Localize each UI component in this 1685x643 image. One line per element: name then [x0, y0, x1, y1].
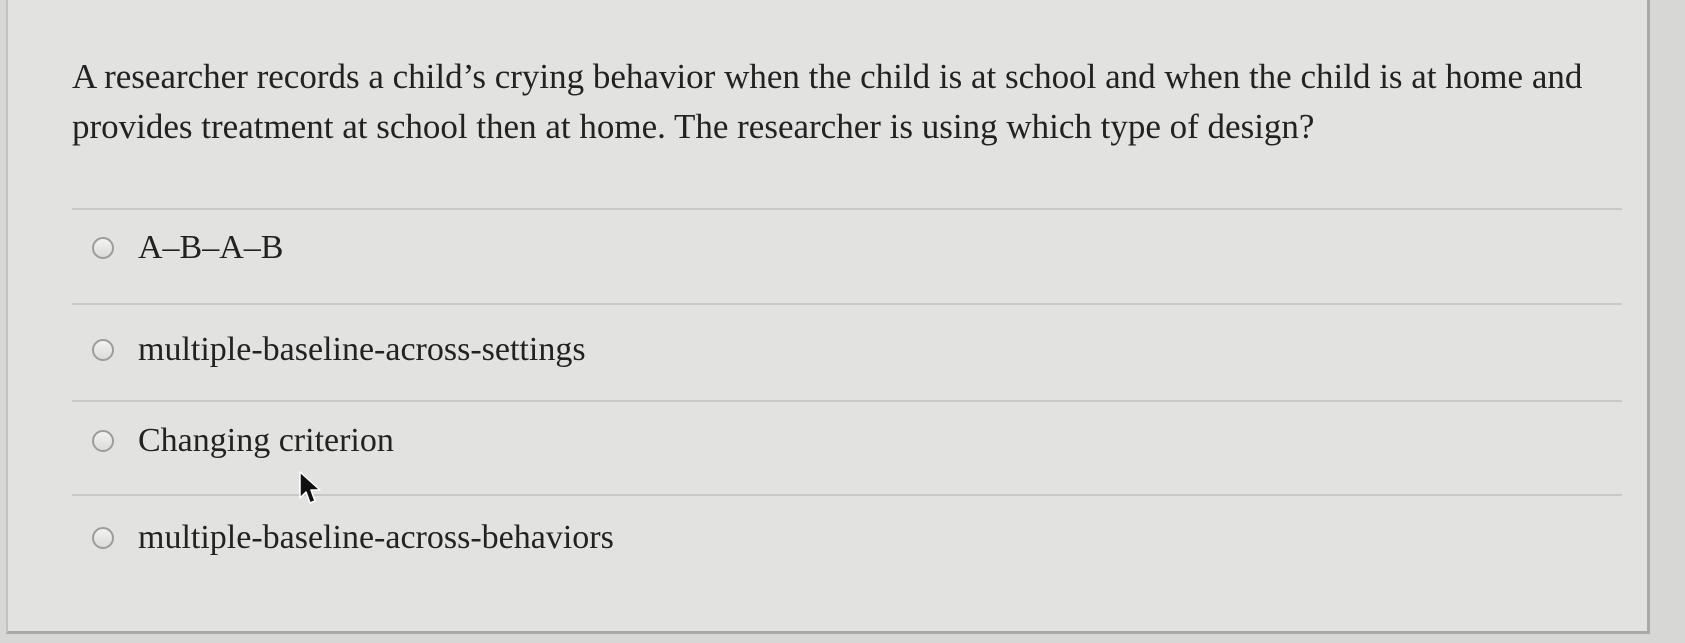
question-text: A researcher records a child’s crying behavior when the child is at school and when the child is at home and provides treatment at school then at home. The researcher is using which type of design? — [72, 57, 1583, 146]
answer-option-multiple-baseline-behaviors[interactable] — [92, 513, 614, 563]
divider — [72, 208, 1622, 210]
option-label: multiple-baseline-across-settings — [138, 331, 586, 368]
radio-circle-icon[interactable] — [92, 527, 114, 549]
divider — [72, 303, 1622, 305]
answer-option-changing-criterion[interactable] — [92, 416, 394, 466]
radio-circle-icon[interactable] — [92, 339, 114, 361]
answer-option-multiple-baseline-settings[interactable] — [92, 325, 586, 375]
option-label: Changing criterion — [138, 422, 394, 459]
mouse-pointer-icon — [298, 470, 324, 506]
radio-circle-icon[interactable] — [92, 237, 114, 259]
answer-option-abab[interactable] — [92, 223, 283, 273]
divider — [72, 400, 1622, 402]
radio-circle-icon[interactable] — [92, 430, 114, 452]
option-label: A–B–A–B — [138, 229, 284, 266]
option-label: multiple-baseline-across-behaviors — [138, 519, 614, 556]
question-card — [6, 0, 1650, 634]
